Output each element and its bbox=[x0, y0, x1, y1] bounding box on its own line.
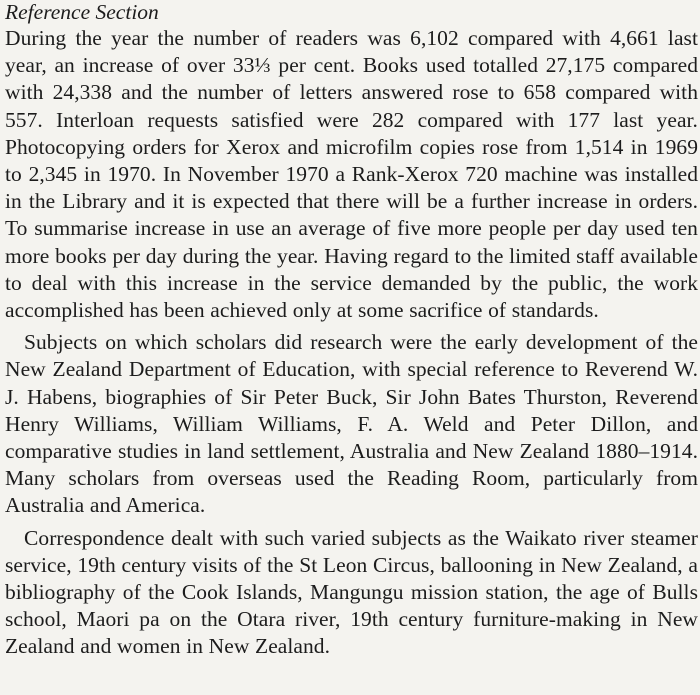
paragraph-research-subjects: Subjects on which scholars did research were the early development of the New Zealand Department of Education, with special reference to Reverend W. J. Habens, biographies of Sir Peter Buck, Sir John Bates Thurston, Reverend Henry Williams, William Williams, F. A. Weld and Peter Dillon, and comparative studies in land settlement, Australia and New Zealand 1880–1914. Many scholars from overseas used the Reading Room, particularly from Australia and America. bbox=[5, 330, 698, 518]
paragraph-readers-statistics: During the year the number of readers was 6,102 compared with 4,661 last year, an increase of over 33⅓ per cent. Books used totalled 27,175 compared with 24,338 and the number of letters answered rose to 658 compared with 557. Interloan requests satisfied were 282 compared with 177 last year. Photocopying orders for Xerox and microfilm copies rose from 1,514 in 1969 to 2,345 in 1970. In November 1970 a Rank-Xerox 720 machine was installed in the Library and it is expected that there will be a further increase in orders. To summarise increase in use an average of five more people per day used ten more books per day during the year. Having regard to the limited staff available to deal with this increase in the service demanded by the public, the work accomplished has been achieved only at some sacrifice of standards. bbox=[5, 26, 698, 323]
section-heading: Reference Section bbox=[5, 0, 159, 24]
paragraph-correspondence: Correspondence dealt with such varied subjects as the Waikato river steamer service, 19th century visits of the St Leon Circus, ballooning in New Zealand, a bibliography of the Cook Islands, Mangungu mission station, the age of Bulls school, Maori pa on the Otara river, 19th century furniture-making in New Zealand and women in New Zealand. bbox=[5, 525, 698, 659]
